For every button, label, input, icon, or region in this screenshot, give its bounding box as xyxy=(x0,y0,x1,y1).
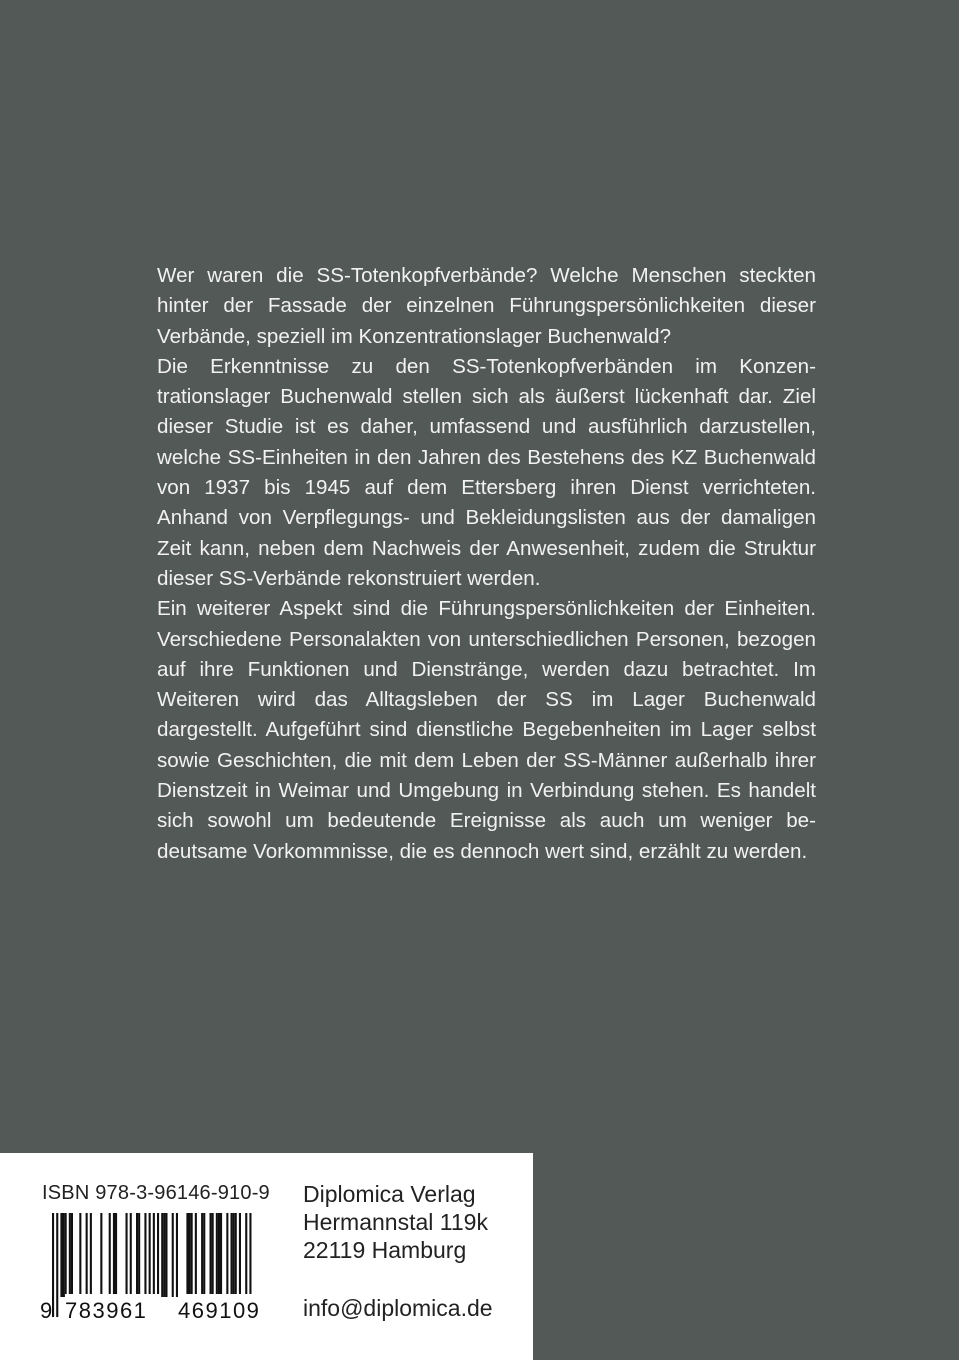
barcode-bar xyxy=(189,1213,191,1297)
barcode-bar xyxy=(176,1213,178,1297)
barcode-digits xyxy=(38,1294,270,1330)
barcode-bar xyxy=(90,1213,92,1297)
barcode-bar xyxy=(69,1213,71,1297)
barcode-bar xyxy=(157,1213,159,1297)
barcode-bar xyxy=(100,1213,102,1297)
barcode-bar xyxy=(115,1213,117,1297)
barcode-bar xyxy=(144,1213,146,1297)
isbn-label: ISBN 978-3-96146-910-9 xyxy=(42,1182,270,1204)
barcode-bar xyxy=(220,1213,222,1297)
barcode-bar xyxy=(212,1213,214,1297)
barcode-bar xyxy=(126,1213,128,1297)
publisher-name: Diplomica Verlag xyxy=(303,1181,476,1207)
publisher-street: Hermannstal 119k xyxy=(303,1209,488,1235)
barcode-bar xyxy=(163,1213,165,1297)
barcode-first-digit: 9 xyxy=(40,1298,53,1323)
barcode-bar xyxy=(79,1213,81,1297)
barcode-bar xyxy=(109,1213,111,1297)
barcode-left-digits: 783961 xyxy=(65,1294,161,1324)
barcode-bar xyxy=(138,1213,140,1297)
barcode-bar xyxy=(86,1213,88,1297)
back-cover-blurb xyxy=(157,261,816,867)
barcode-bar xyxy=(233,1213,235,1297)
publisher-email: info@diplomica.de xyxy=(303,1295,493,1321)
barcode-bar xyxy=(218,1213,220,1297)
barcode-bar xyxy=(60,1213,62,1297)
blurb-paragraph-2: Die Erkenntnisse zu den SS-Totenkopfverbänden im Konzentrationslager Buchenwald stellen sich als äußerst lückenhaft dar. Ziel dieser Studie ist es daher, umfassend und ausführlich darzustellen, welche SS-Einheiten in den Jahren des Bestehens des KZ Buchenwald von 1937 bis 1945 auf dem Ettersberg ihren Dienst verrichteten. Anhand von Verpflegungs- und Bekleidungslisten aus der damaligen Zeit kann, neben dem Nachweis der Anwesenheit, zudem die Struktur dieser SS-Verbände rekonstruiert werden. xyxy=(157,354,816,590)
blurb-paragraph-3: Ein weiterer Aspekt sind die Führungspersönlichkeiten der Einheiten. Verschiedene Personalakten von unterschiedlichen Personen, bezogen auf ihre Funktionen und Dienstränge, werden dazu betrachtet. Im Weiteren wird das Alltagsleben der SS im Lager Buchenwald dargestellt. Aufgeführt sind dienstliche Begebenheiten im Lager selbst sowie Geschichten, die mit dem Leben der SS-Männer außerhalb ihrer Dienstzeit in Weimar und Umgebung in Verbindung stehen. Es handelt sich sowohl um bedeutende Ereignisse als auch um weniger bedeutsame Vorkommnisse, die es dennoch wert sind, erzählt zu werden. xyxy=(157,597,816,863)
barcode-bar xyxy=(172,1213,174,1297)
barcode-bar xyxy=(235,1213,237,1297)
barcode-bar xyxy=(201,1213,203,1297)
blurb-paragraph-1: Wer waren die SS-Totenkopfverbände? Welche Menschen steckten hinter der Fassade der einzelnen Führungspersönlichkeiten dieser Verbände, speziell im Konzentrationslager Buchenwald? xyxy=(157,264,816,348)
barcode-bar xyxy=(130,1213,132,1297)
barcode-bar xyxy=(210,1213,212,1297)
barcode-bar xyxy=(186,1213,188,1297)
publisher-address xyxy=(303,1180,488,1264)
barcode-bar xyxy=(191,1213,193,1297)
barcode-bar xyxy=(216,1213,218,1297)
barcode-bar xyxy=(161,1213,163,1297)
barcode-bar xyxy=(63,1213,65,1297)
barcode-bar xyxy=(65,1213,67,1297)
publisher-city: 22119 Hamburg xyxy=(303,1237,467,1263)
barcode-bar xyxy=(71,1213,73,1297)
barcode-right-digits: 469109 xyxy=(178,1294,270,1324)
barcode-bar xyxy=(113,1213,115,1297)
barcode-bar xyxy=(165,1213,167,1297)
barcode-bar xyxy=(239,1213,241,1297)
barcode-bar xyxy=(195,1213,197,1297)
barcode-bar xyxy=(231,1213,233,1297)
barcode-bar xyxy=(203,1213,205,1297)
barcode-bar xyxy=(136,1213,138,1297)
barcode-bar xyxy=(226,1213,228,1297)
